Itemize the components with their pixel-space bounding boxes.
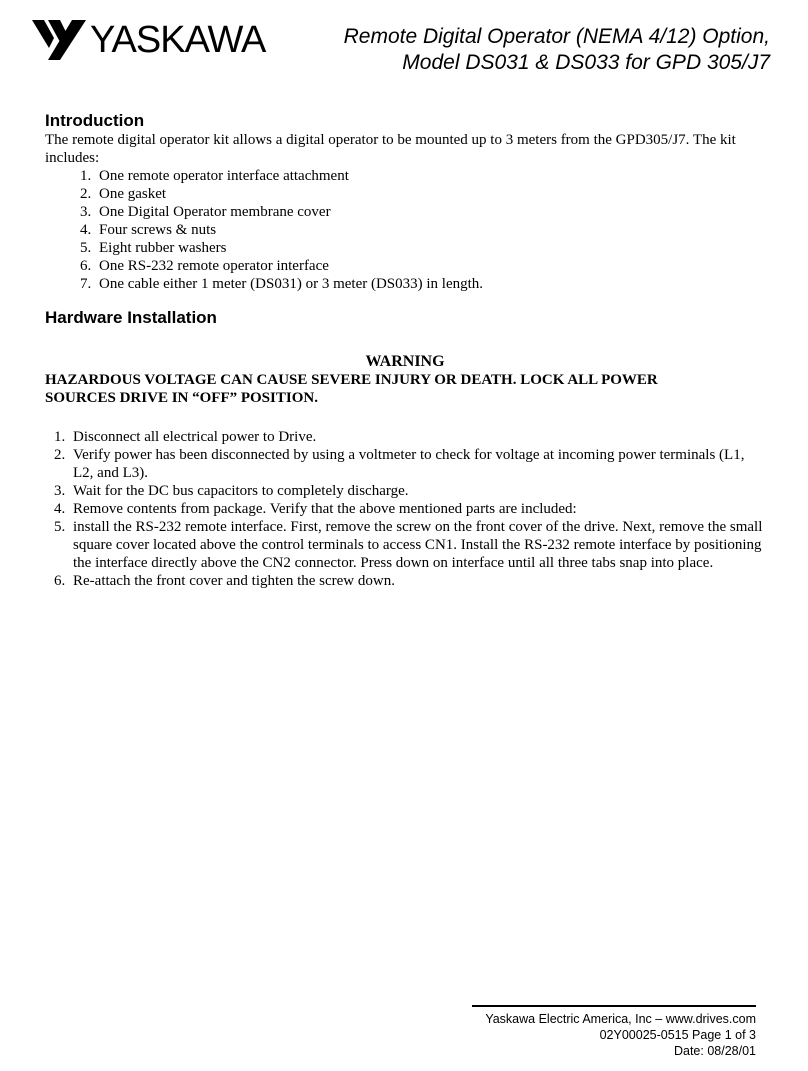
installation-steps-list — [45, 428, 765, 590]
hardware-installation-heading: Hardware Installation — [45, 308, 217, 327]
title-line-2: Model DS031 & DS033 for GPD 305/J7 — [402, 51, 770, 74]
warning-text: HAZARDOUS VOLTAGE CAN CAUSE SEVERE INJURY OR DEATH. LOCK ALL POWER SOURCES DRIVE IN “OFF” POSITION. — [45, 372, 658, 406]
warning-title: WARNING — [365, 353, 445, 370]
kit-contents-list — [45, 167, 765, 293]
introduction-heading: Introduction — [45, 111, 145, 130]
list-item: 5. Eight rubber washers — [95, 239, 765, 257]
list-item: 4. Four screws & nuts — [95, 221, 765, 239]
introduction-paragraph: The remote digital operator kit allows a digital operator to be mounted up to 3 meters from the GPD305/J7. The kit includes: — [45, 132, 736, 166]
list-item: 5. install the RS-232 remote interface. First, remove the screw on the front cover of the drive. Next, remove the small square cover located above the control terminals to access CN1. Install the RS-232 remote interface by positioning the interface directly above the CN2 connector. Press down on interface until all three tabs snap into place. — [69, 518, 765, 572]
yaskawa-logo-icon — [30, 18, 88, 62]
list-item: 2. One gasket — [95, 185, 765, 203]
list-item: 1. Disconnect all electrical power to Drive. — [69, 428, 765, 446]
list-item: 6. Re-attach the front cover and tighten the screw down. — [69, 572, 765, 590]
footer-date: Date: 08/28/01 — [673, 1044, 756, 1058]
list-item: 3. One Digital Operator membrane cover — [95, 203, 765, 221]
logo-text: YASKAWA — [90, 19, 266, 61]
footer — [485, 1011, 756, 1059]
list-item: 1. One remote operator interface attachment — [95, 167, 765, 185]
list-item: 4. Remove contents from package. Verify that the above mentioned parts are included: — [69, 500, 765, 518]
document-body — [45, 110, 765, 590]
footer-doc-page: 02Y00025-0515 Page 1 of 3 — [599, 1028, 756, 1042]
list-item: 7. One cable either 1 meter (DS031) or 3 meter (DS033) in length. — [95, 275, 765, 293]
yaskawa-logo — [30, 18, 265, 62]
title-line-1: Remote Digital Operator (NEMA 4/12) Option, — [343, 25, 770, 48]
document-title — [344, 24, 770, 76]
list-item: 6. One RS-232 remote operator interface — [95, 257, 765, 275]
list-item: 2. Verify power has been disconnected by using a voltmeter to check for voltage at incoming power terminals (L1, L2, and L3). — [69, 446, 765, 482]
footer-divider — [472, 1005, 756, 1007]
footer-company: Yaskawa Electric America, Inc – www.drives.com — [485, 1012, 756, 1026]
list-item: 3. Wait for the DC bus capacitors to completely discharge. — [69, 482, 765, 500]
